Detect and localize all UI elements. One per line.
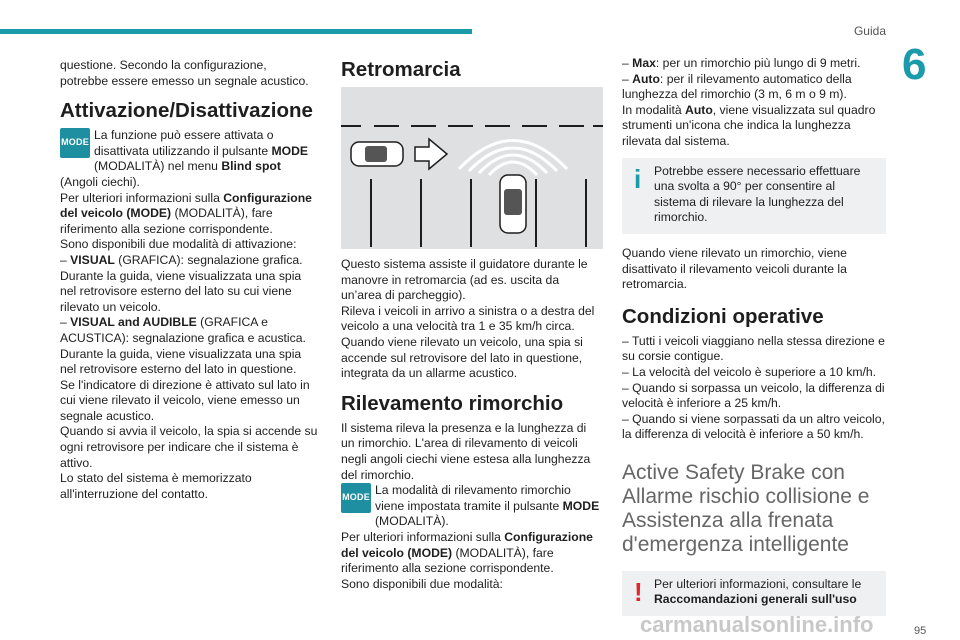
bold-text: VISUAL and AUDIBLE bbox=[70, 315, 197, 330]
warning-icon: ! bbox=[634, 576, 643, 607]
reverse-p1: Questo sistema assiste il guidatore durante le manovre in retromarcia (ad es. uscita da un’area di parcheggio). bbox=[341, 257, 588, 303]
text: , viene visualizzata sul quadro strumenti un'icona che indica la lunghezza rilevata dal sistema. bbox=[622, 102, 876, 148]
heading-activation: Attivazione/Disattivazione bbox=[60, 99, 313, 123]
detection-arcs bbox=[459, 141, 567, 176]
heading-reverse: Retromarcia bbox=[341, 58, 461, 81]
mode-visual bbox=[60, 253, 318, 269]
info-icon: i bbox=[634, 163, 642, 194]
mode-auto bbox=[622, 72, 886, 103]
text: – bbox=[60, 252, 71, 267]
bold-text: Configurazione del veicolo (MODE) bbox=[60, 190, 312, 221]
reverse-illustration bbox=[341, 87, 603, 249]
trailer-mode-paragraph bbox=[341, 483, 603, 530]
text: (MODALITÀ), fare riferimento alla sezione corrispondente. bbox=[60, 206, 273, 236]
text: – bbox=[60, 315, 71, 330]
visual-description: Durante la guida, viene visualizzata una spia nel retrovisore esterno del lato su cui viene rilevato un veicolo. bbox=[60, 268, 302, 314]
audible-description: Durante la guida, viene visualizzata una spia nel retrovisore esterno del lato in questione. bbox=[60, 346, 302, 377]
mode-button-icon: MODE bbox=[60, 128, 90, 158]
bold-text: Auto bbox=[632, 71, 660, 86]
mode-button-icon: MODE bbox=[341, 483, 371, 513]
text: La funzione può essere attivata o disattivata utilizzando il pulsante bbox=[94, 128, 274, 158]
mode-max bbox=[622, 56, 886, 72]
info-note bbox=[622, 158, 886, 234]
text: – bbox=[622, 71, 633, 86]
trailer-p1: Il sistema rileva la presenza e la lunghezza di un rimorchio. L'area di rilevamento di veicoli negli angoli ciechi viene estesa alla lunghezza del rimorchio. bbox=[341, 420, 591, 482]
bold-text: Configurazione del veicolo (MODE) bbox=[341, 529, 593, 560]
text: In modalità bbox=[622, 102, 686, 117]
intro-text: questione. Secondo la configurazione, potrebbe essere emesso un segnale acustico. bbox=[60, 58, 309, 88]
bold-text: Max bbox=[632, 56, 656, 70]
bold-text: MODE bbox=[271, 143, 309, 158]
condition-1: – Tutti i veicoli viaggiano nella stessa direzione e su corsie contigue. bbox=[622, 333, 885, 364]
reverse-p2: Rileva i veicoli in arrivo a sinistra o a destra del veicolo a una velocità tra 1 e 35 km/h circa. bbox=[341, 303, 595, 334]
watermark: carmanualsonline.info bbox=[640, 612, 874, 637]
auto-description bbox=[622, 103, 886, 150]
bold-text: Raccomandazioni generali sull'uso bbox=[654, 592, 857, 607]
arrow-right-icon bbox=[415, 139, 447, 169]
text: (GRAFICA): segnalazione grafica. bbox=[114, 252, 303, 267]
trailer-detected-text: Quando viene rilevato un rimorchio, viene disattivato il rilevamento veicoli durante la retromarcia. bbox=[622, 245, 847, 292]
text: (MODALITÀ) nel menu bbox=[94, 159, 222, 174]
bold-text: VISUAL bbox=[70, 252, 115, 267]
text: : per il rilevamento automatico della lunghezza del rimorchio (3 m, 6 m o 9 m). bbox=[622, 71, 852, 102]
warning-note bbox=[622, 571, 886, 616]
reverse-p3: Quando viene rilevato un veicolo, una spia si accende sul retrovisore del lato in questione, integrata da un allarme acustico. bbox=[341, 334, 583, 381]
section-title-active-safety-brake: Active Safety Brake con Allarme rischio collisione e Assistenza alla frenata d'emergenza intelligente bbox=[622, 460, 870, 556]
text: Per ulteriori informazioni sulla bbox=[60, 190, 224, 205]
text: (GRAFICA e ACUSTICA): segnalazione grafica e acustica. bbox=[60, 315, 306, 345]
mode-visual-audible bbox=[60, 315, 318, 346]
startup-description: Quando si avvia il veicolo, la spia si accende su ogni retrovisore per indicare che il sistema è attivo. bbox=[60, 424, 318, 470]
warning-text bbox=[632, 577, 878, 608]
condition-4: – Quando si viene sorpassati da un altro veicolo, la differenza di velocità è inferiore a 50 km/h. bbox=[622, 411, 885, 442]
parking-lines bbox=[371, 179, 586, 247]
text: La modalità di rilevamento rimorchio viene impostata tramite il pulsante bbox=[375, 483, 571, 513]
info-text: Potrebbe essere necessario effettuare una svolta a 90° per consentire al sistema di rilevare la lunghezza del rimorchio. bbox=[654, 163, 861, 225]
text: (MODALITÀ), fare riferimento alla sezione corrispondente. bbox=[341, 545, 554, 576]
activation-paragraph bbox=[60, 128, 318, 190]
condition-3: – Quando si sorpassa un veicolo, la differenza di velocità è inferiore a 25 km/h. bbox=[622, 380, 885, 411]
column-2 bbox=[341, 58, 603, 592]
chapter-number: 6 bbox=[902, 40, 927, 89]
top-accent-bar bbox=[0, 29, 472, 34]
bold-text: MODE bbox=[562, 498, 600, 513]
reversing-car-icon bbox=[500, 175, 526, 233]
indicator-description: Se l'indicatore di direzione è attivato sul lato in cui viene rilevato il veicolo, viene emesso un segnale acustico. bbox=[60, 377, 310, 423]
config-reference-2 bbox=[341, 530, 603, 577]
parking-diagram bbox=[341, 87, 603, 249]
column-1 bbox=[60, 58, 318, 502]
heading-conditions: Condizioni operative bbox=[622, 304, 824, 328]
bold-text: Auto bbox=[685, 102, 713, 117]
text: (MODALITÀ). bbox=[375, 514, 449, 529]
column-3 bbox=[622, 56, 886, 628]
text: Per ulteriori informazioni, consultare le bbox=[654, 576, 862, 591]
approaching-car-icon bbox=[351, 142, 403, 166]
heading-trailer: Rilevamento rimorchio bbox=[341, 391, 564, 415]
condition-2: – La velocità del veicolo è superiore a 10 km/h. bbox=[622, 364, 877, 379]
text: Per ulteriori informazioni sulla bbox=[341, 529, 505, 544]
text: : per un rimorchio più lungo di 9 metri. bbox=[655, 56, 861, 70]
modes-intro: Sono disponibili due modalità di attivazione: bbox=[60, 237, 297, 252]
config-reference bbox=[60, 191, 318, 238]
page-number: 95 bbox=[914, 625, 927, 637]
memory-description: Lo stato del sistema è memorizzato all'interruzione del contatto. bbox=[60, 471, 252, 501]
section-label: Guida bbox=[853, 24, 886, 38]
text: (Angoli ciechi). bbox=[60, 174, 140, 189]
trailer-modes-intro: Sono disponibili due modalità: bbox=[341, 576, 503, 591]
bold-text: Blind spot bbox=[221, 159, 281, 174]
text: – bbox=[622, 56, 633, 70]
